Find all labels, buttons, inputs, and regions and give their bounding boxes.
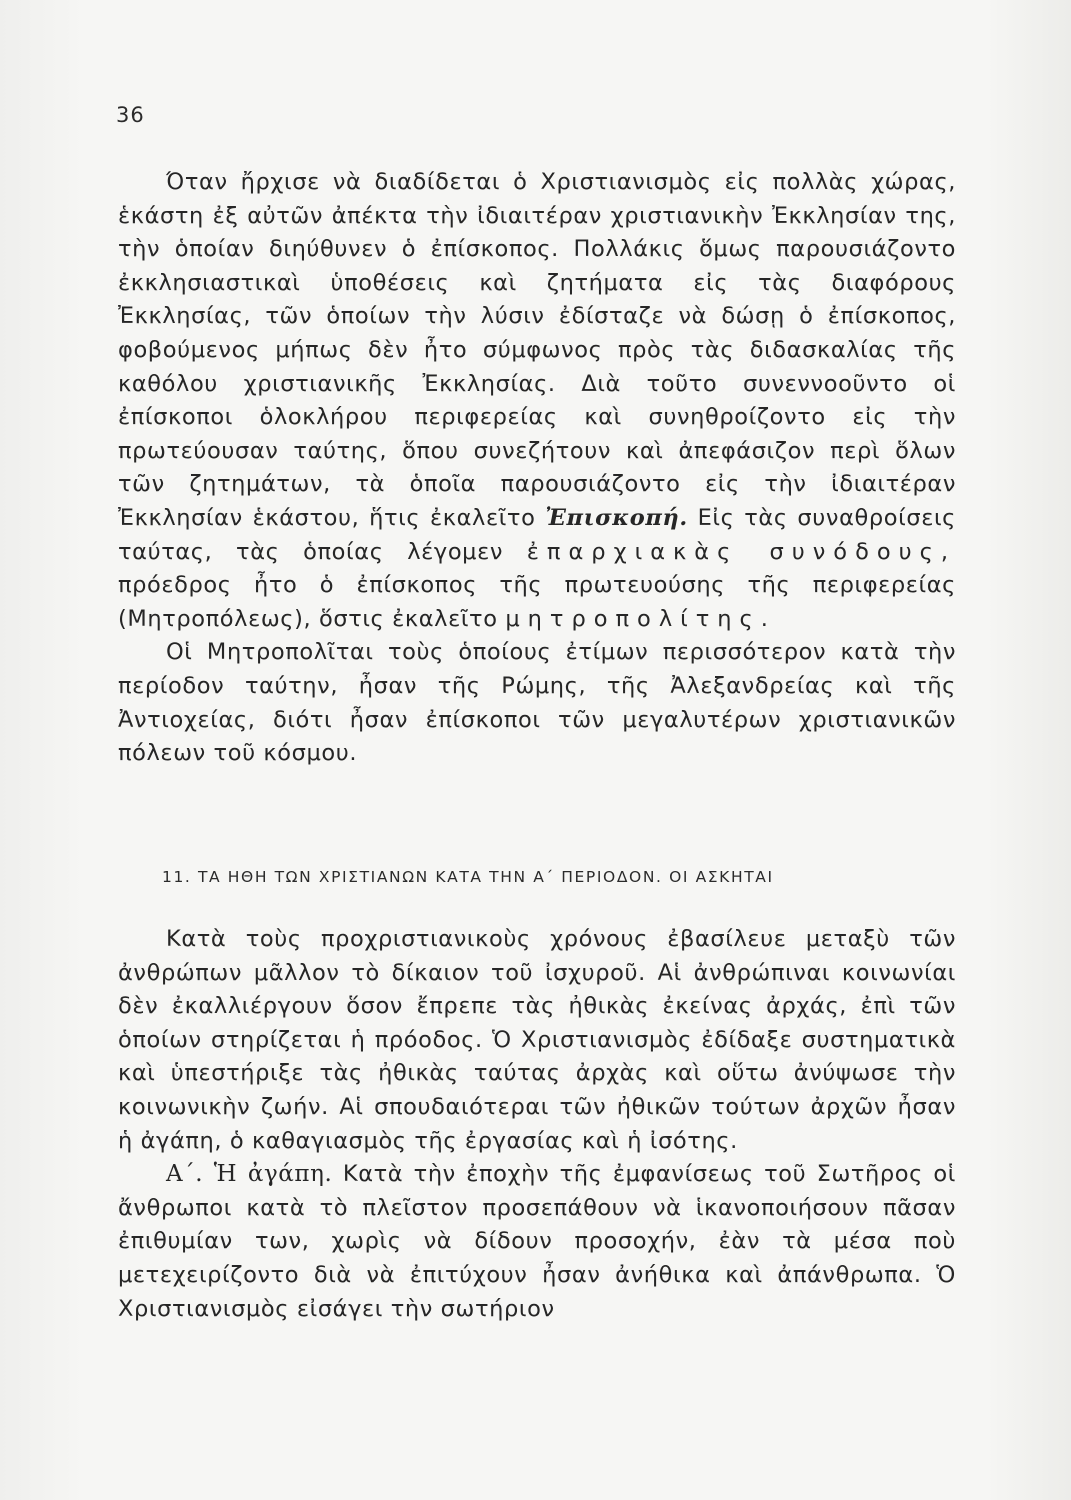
term-eparchial-synods: ἐπαρχιακὰς συνόδους, [526, 538, 956, 565]
paragraph-love [118, 1158, 956, 1326]
term-metropolitan: μητροπολίτης. [505, 605, 776, 632]
paragraph-text: πρόεδρος ἦτο ὁ ἐπίσκοπος τῆς πρωτευούσης τῆς περιφερείας (Μητροπόλεως), ὅστις ἐκαλεῖτο [118, 572, 956, 632]
term-episkopi: Ἐπισκοπή. [545, 504, 688, 531]
paragraph-text: Όταν ἤρχισε νὰ διαδίδεται ὁ Χριστιανισμὸς εἰς πολλὰς χώρας, ἑκάστη ἐξ αὐτῶν ἀπέκτα τὴν ἰδιαιτέραν χριστιανικὴν Ἐκκλησίαν της, τὴν ὁποίαν διηύθυνεν ὁ ἐπίσκοπος. Πολλάκις ὅμως παρουσιάζοντο ἐκκλησιαστικαὶ ὑποθέσεις καὶ ζητήματα εἰς τὰς διαφόρους Ἐκκλησίας, τῶν ὁποίων τὴν λύσιν ἐδίσταζε νὰ δώσῃ ὁ ἐπίσκοπος, φοβούμενος μήπως δὲν ἦτο σύμφωνος πρὸς τὰς διδασκαλίας τῆς καθόλου χριστιανικῆς Ἐκκλησίας. Διὰ τοῦτο συνεννοοῦντο οἱ ἐπίσκοποι ὁλοκλήρου περιφερείας καὶ συνηθροίζοντο εἰς τὴν πρωτεύουσαν ταύτης, ὅπου συνεζήτουν καὶ ἀπεφάσιζον περὶ ὅλων τῶν ζητημάτων, τὰ ὁποῖα παρουσιάζοντο εἰς τὴν ἰδιαιτέραν Ἐκκλησίαν ἑκάστου, ἥτις ἐκαλεῖτο [118, 169, 956, 531]
run-in-heading-love: Α΄. Ἡ ἀγάπη. [166, 1161, 333, 1188]
section-heading: 11. ΤΑ ΗΘΗ ΤΩΝ ΧΡΙΣΤΙΑΝΩΝ ΚΑΤΑ ΤΗΝ Α΄ ΠΕΡΙΟΔΟΝ. ΟΙ ΑΣΚΗΤΑΙ [162, 868, 774, 886]
section-church-organization [118, 166, 956, 771]
paragraph-text: Εἰς τὰς συναθροίσεις ταύτας, τὰς ὁποίας λέγομεν [118, 504, 956, 565]
paragraph-text: Κατὰ τὴν ἐποχὴν τῆς ἐμφανίσεως τοῦ Σωτῆρος οἱ ἄνθρωποι κατὰ τὸ πλεῖστον προσεπάθουν νὰ ἱκανοποιήσουν πᾶσαν ἐπιθυμίαν των, χωρὶς νὰ δίδουν προσοχήν, ἐὰν τὰ μέσα ποὺ μετεχειρίζοντο διὰ νὰ ἐπιτύχουν ἦσαν ἀνήθικα καὶ ἀπάνθρωπα. Ὁ Χριστιανισμὸς εἰσάγει τὴν σωτήριον [118, 1161, 956, 1322]
paragraph-metropolitans: Οἱ Μητροπολῖται τοὺς ὁποίους ἐτίμων περισσότερον κατὰ τὴν περίοδον ταύτην, ἦσαν τῆς Ρώμης, τῆς Ἀλεξανδρείας καὶ τῆς Ἀντιοχείας, διότι ἦσαν ἐπίσκοποι τῶν μεγαλυτέρων χριστιανικῶν πόλεων τοῦ κόσμου. [118, 639, 956, 767]
paragraph-moral-principles: Κατὰ τοὺς προχριστιανικοὺς χρόνους ἐβασίλευε μεταξὺ τῶν ἀνθρώπων μᾶλλον τὸ δίκαιον τοῦ ἰσχυροῦ. Αἱ ἀνθρώπιναι κοινωνίαι δὲν ἐκαλλιέργουν ὅσον ἔπρεπε τὰς ἠθικὰς ἐκείνας ἀρχάς, ἐπὶ τῶν ὁποίων στηρίζεται ἡ πρόοδος. Ὁ Χριστιανισμὸς ἐδίδαξε συστηματικὰ καὶ ὑπεστήριξε τὰς ἠθικὰς ταύτας ἀρχὰς καὶ οὕτω ἀνύψωσε τὴν κοινωνικὴν ζωήν. Αἱ σπουδαιότεραι τῶν ἠθικῶν τούτων ἀρχῶν ἦσαν ἡ ἀγάπη, ὁ καθαγιασμὸς τῆς ἐργασίας καὶ ἡ ἰσότης. [118, 926, 956, 1154]
section-christian-morals [118, 923, 956, 1326]
page-number: 36 [116, 103, 145, 127]
paragraph-bishops-synods [118, 166, 956, 636]
